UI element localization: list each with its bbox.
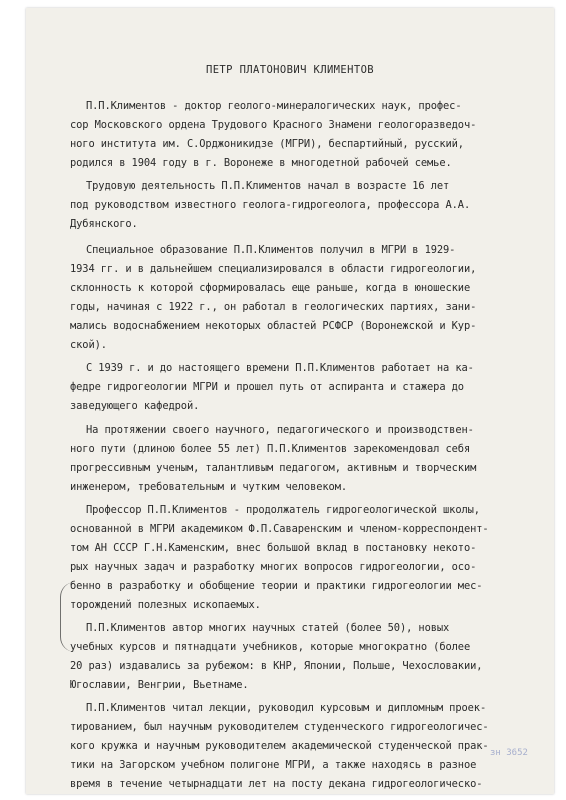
archive-stamp: зн 3652 [490,748,528,758]
text-line: рых научных задач и разработку многих вопросов гидрогеологии, осо- [70,561,477,573]
text-line: Профессор П.П.Климентов - продолжатель гидрогеологической школы, [86,504,480,516]
text-line: ного института им. С.Орджоникидзе (МГРИ), беспартийный, русский, [70,138,464,150]
text-line: На протяжении своего научного, педагогического и производствен- [86,424,474,436]
text-line: тики на Загорском учебном полигоне МГРИ, а также находясь в разное [70,759,477,771]
text-line: время в течение четырнадцати лет на посту декана гидрогеологическо- [70,778,483,790]
text-line: Дубянского. [70,218,138,230]
text-line: том АН СССР Г.Н.Каменским, внес большой вклад в постановку некото- [70,542,477,554]
text-line: ного пути (длиною более 55 лет) П.П.Климентов зарекомендовал себя [70,443,471,455]
document-title: ПЕТР ПЛАТОНОВИЧ КЛИМЕНТОВ [205,64,375,76]
text-line: инженером, требовательным и чутким человеком. [70,481,348,493]
text-line: С 1939 г. и до настоящего времени П.П.Климентов работает на ка- [86,362,474,374]
text-line: П.П.Климентов автор многих научных статей (более 50), новых [86,622,450,634]
text-line: склонность к которой сформировалась еще раньше, когда в юношеские [70,282,471,294]
text-line: Трудовую деятельность П.П.Климентов начал в возрасте 16 лет [86,180,450,192]
text-line: мались водоснабжением некоторых областей РСФСР (Воронежской и Кур- [70,320,477,332]
document-page [26,8,554,794]
text-line: бенно в разработку и обобщение теории и практики гидрогеологии мес- [70,580,483,592]
text-line: сор Московского ордена Трудового Красного Знамени геологоразведоч- [70,119,477,131]
text-line: 20 раз) издавались за рубежом: в КНР, Японии, Польше, Чехословакии, [70,660,483,672]
text-line: годы, начиная с 1922 г., он работал в геологических партиях, зани- [70,301,477,313]
text-line: прогрессивным ученым, талантливым педагогом, активным и творческим [70,462,477,474]
text-line: П.П.Климентов читал лекции, руководил курсовым и дипломным проек- [86,702,487,714]
text-line: федре гидрогеологии МГРИ и прошел путь от аспиранта и стажера до [70,381,464,393]
text-line: заведующего кафедрой. [70,400,200,412]
text-line: Югославии, Венгрии, Вьетнаме. [70,679,249,691]
text-line: Специальное образование П.П.Климентов получил в МГРИ в 1929- [86,244,456,256]
text-line: тированием, был научным руководителем студенческого гидрогеологичес- [70,721,489,733]
text-line: ской). [70,339,107,351]
text-line: под руководством известного геолога-гидрогеолога, профессора А.А. [70,199,471,211]
margin-bracket-mark [60,582,75,652]
text-line: кого кружка и научным руководителем академической студенческой прак- [70,740,489,752]
text-line: учебных курсов и пятнадцати учебников, которые многократно (более [70,641,471,653]
text-line: П.П.Климентов - доктор геолого-минералогических наук, профес- [86,100,462,112]
text-line: основанной в МГРИ академиком Ф.П.Саваренским и членом-корреспондент- [70,523,489,535]
text-line: родился в 1904 году в г. Воронеже в многодетной рабочей семье. [70,157,452,169]
text-line: 1934 гг. и в дальнейшем специализировался в области гидрогеологии, [70,263,477,275]
text-line: торождений полезных ископаемых. [70,599,261,611]
